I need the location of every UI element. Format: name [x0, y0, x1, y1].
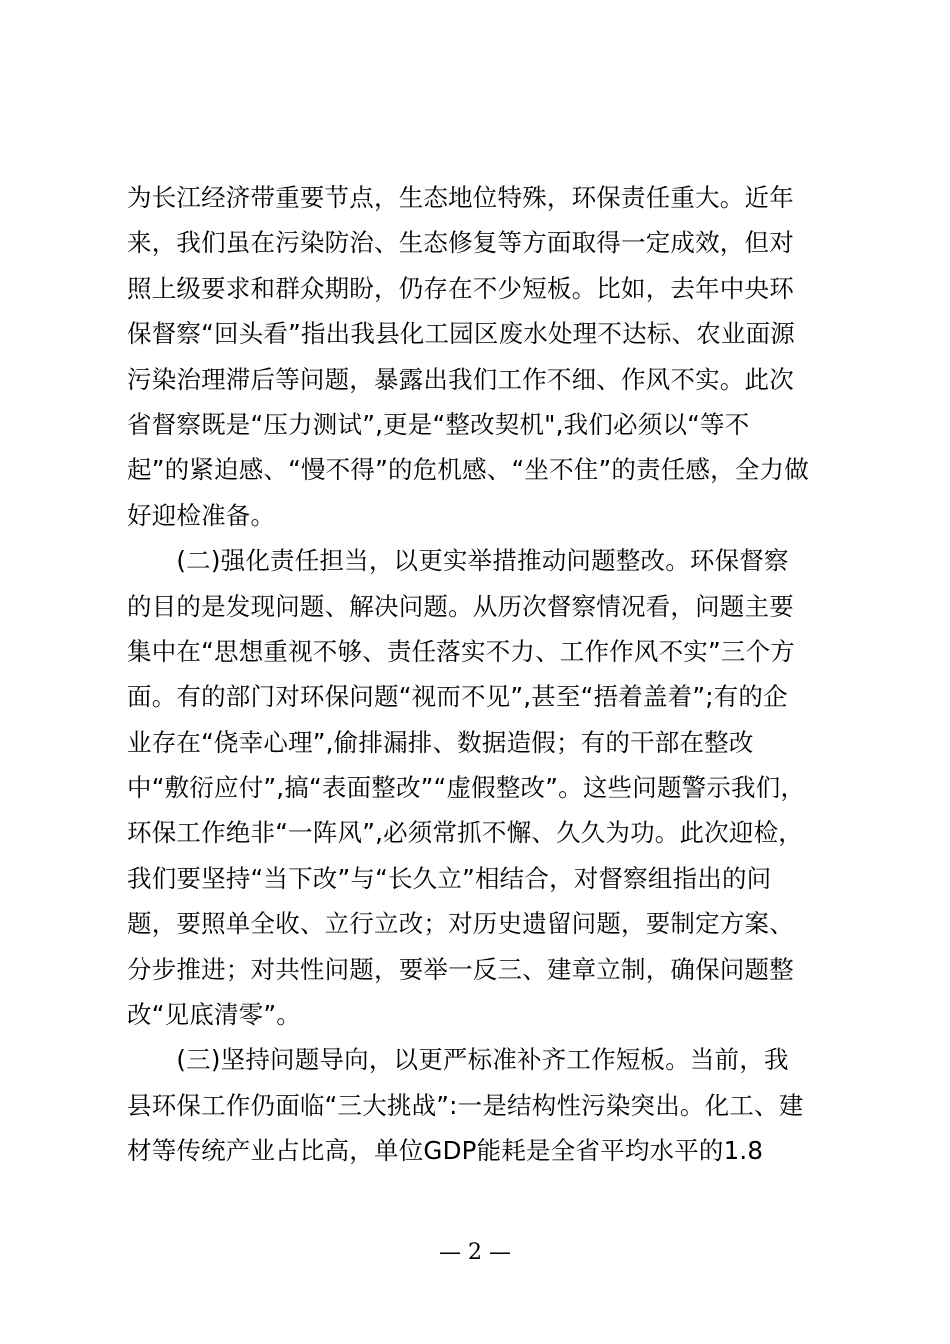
text-line-19: 改“见底清零”。 [127, 1000, 301, 1030]
page-number: — 2 — [439, 1240, 511, 1265]
text-line-17: 题，要照单全收、立行立改；对历史遗留问题，要制定方案、 [127, 909, 794, 939]
text-line-7: 起”的紧迫感、“慢不得”的危机感、“坐不住”的责任感，全力做 [127, 455, 809, 485]
text-line-21: 县环保工作仍面临“三大挑战”:一是结构性污染突出。化工、建 [127, 1090, 804, 1120]
text-line-16: 我们要坚持“当下改”与“长久立”相结合，对督察组指出的问 [127, 863, 772, 893]
text-line-2: 来，我们虽在污染防治、生态修复等方面取得一定成效，但对 [127, 228, 794, 258]
text-line-13: 业存在“侥幸心理”,偷排漏排、数据造假；有的干部在整改 [127, 727, 754, 757]
text-line-3: 照上级要求和群众期盼，仍存在不少短板。比如，去年中央环 [127, 273, 794, 303]
text-line-11: 集中在“思想重视不够、责任落实不力、工作作风不实”三个方 [127, 636, 795, 666]
text-line-18: 分步推进；对共性问题，要举一反三、建章立制，确保问题整 [127, 954, 794, 984]
text-line-1: 为长江经济带重要节点，生态地位特殊，环保责任重大。近年 [127, 183, 794, 212]
text-line-12: 面。有的部门对环保问题“视而不见”,甚至“捂着盖着”;有的企 [127, 682, 788, 712]
text-line-5: 污染治理滞后等问题，暴露出我们工作不细、作风不实。此次 [127, 364, 794, 394]
text-line-14: 中“敷衍应付”,搞“表面整改”“虚假整改”。这些问题警示我们， [127, 773, 806, 803]
body-text [127, 175, 837, 1174]
text-line-22: 材等传统产业占比高，单位GDP能耗是全省平均水平的1.8 [127, 1136, 764, 1166]
text-line-10: 的目的是发现问题、解决问题。从历次督察情况看，问题主要 [127, 591, 794, 621]
text-line-6: 省督察既是“压力测试”,更是“整改契机",我们必须以“等不 [127, 409, 750, 439]
text-line-20: (三)坚持问题导向，以更严标准补齐工作短板。当前，我 [127, 1045, 789, 1075]
text-line-8: 好迎检准备。 [127, 500, 276, 530]
text-line-9: (二)强化责任担当，以更实举措推动问题整改。环保督察 [127, 546, 789, 576]
text-line-4: 保督察“回头看”指出我县化工园区废水处理不达标、农业面源 [127, 319, 795, 349]
text-line-15: 环保工作绝非“一阵风”,必须常抓不懈、久久为功。此次迎检， [127, 818, 803, 848]
